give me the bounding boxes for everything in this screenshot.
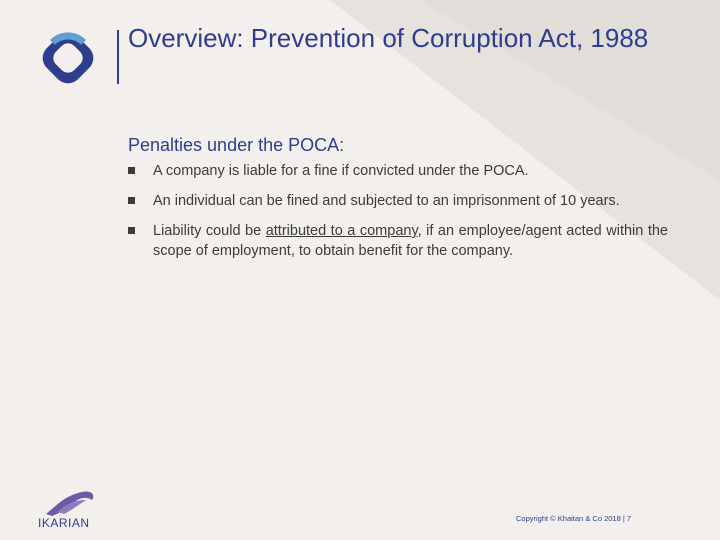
page-number: 7 xyxy=(626,514,632,523)
bullet-text: A company is liable for a fine if convicted under the POCA. xyxy=(153,163,529,179)
list-item xyxy=(128,221,668,261)
bullet-text: An individual can be fined and subjected to an imprisonment of 10 years. xyxy=(153,193,620,209)
khaitan-logo-icon xyxy=(36,26,100,90)
footer xyxy=(516,514,631,523)
page-title: Overview: Prevention of Corruption Act, 1988 xyxy=(128,23,649,53)
section-subtitle: Penalties under the POCA: xyxy=(128,135,345,155)
footer-logo-text: IKARIAN xyxy=(38,516,90,530)
bullet-marker-icon xyxy=(128,227,135,234)
bullet-text-after: , if an employee/agent acted within the scope of employment, to obtain benefit for the company. xyxy=(153,223,668,259)
bullet-text-before: Liability could be xyxy=(153,223,266,239)
bullet-underlined-text: attributed to a company xyxy=(265,223,418,239)
title-divider xyxy=(117,30,119,84)
bullet-marker-icon xyxy=(128,197,135,204)
list-item xyxy=(128,191,668,211)
bullet-marker-icon xyxy=(128,167,135,174)
footer-separator: | xyxy=(622,514,625,523)
list-item xyxy=(128,161,668,181)
copyright-text: Copyright © Khaitan & Co 2018 xyxy=(516,514,621,523)
bullet-list xyxy=(128,161,668,271)
